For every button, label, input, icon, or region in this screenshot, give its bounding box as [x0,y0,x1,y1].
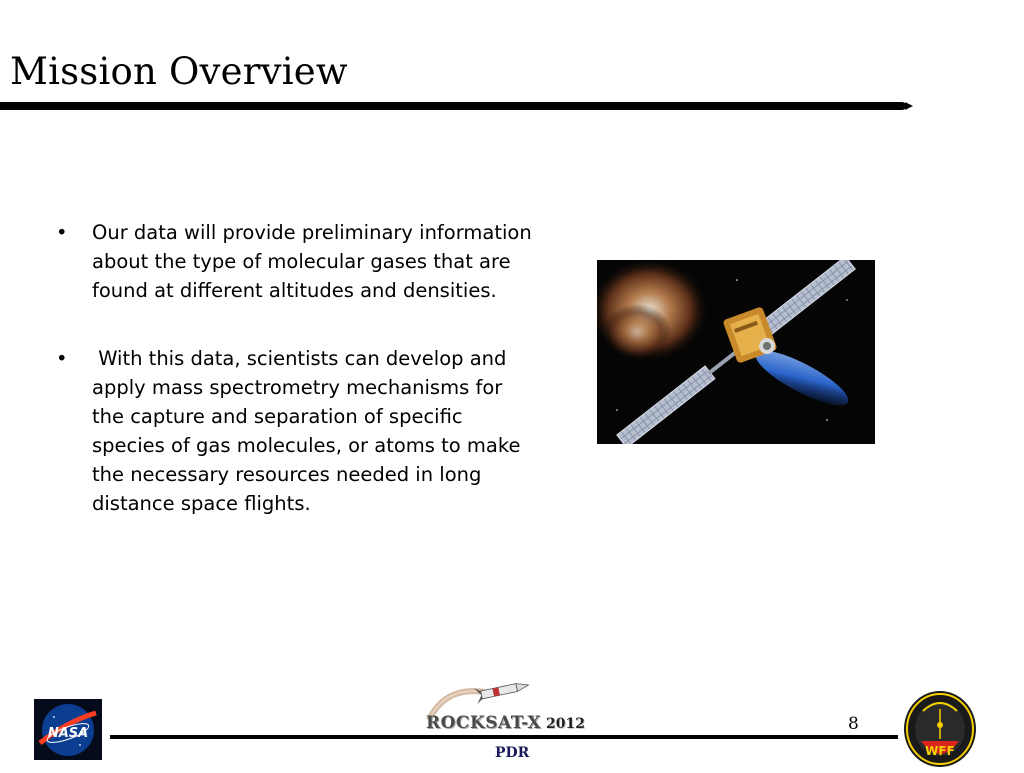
bullet-marker: • [56,347,68,370]
wff-logo-text: WFF [925,744,955,758]
bullet-item [56,344,536,518]
bullet-list [56,218,536,557]
bullet-text: Our data will provide preliminary information about the type of molecular gases that are found at different altitudes and densities. [92,221,532,302]
pdr-label: PDR [495,745,530,761]
bullet-item [56,218,536,305]
page-number: 8 [848,714,859,734]
rocksat-label: ROCKSAT-X [426,713,542,733]
rocksat-year: 2012 [546,716,585,732]
nasa-logo [34,699,102,760]
satellite-illustration [597,260,875,444]
satellite-image [597,260,875,444]
wff-patch-icon [901,689,979,768]
bullet-marker: • [56,221,68,244]
title-underline [0,102,906,110]
slide-title: Mission Overview [10,50,348,93]
wff-logo [901,689,979,768]
nasa-meatball-icon [34,699,102,760]
bullet-text: With this data, scientists can develop and apply mass spectrometry mechanisms for the capture and separation of specific species of gas molecules, or atoms to make the necessary resources needed in long distance space flights. [92,347,527,515]
nasa-logo-text: NASA [47,726,89,741]
